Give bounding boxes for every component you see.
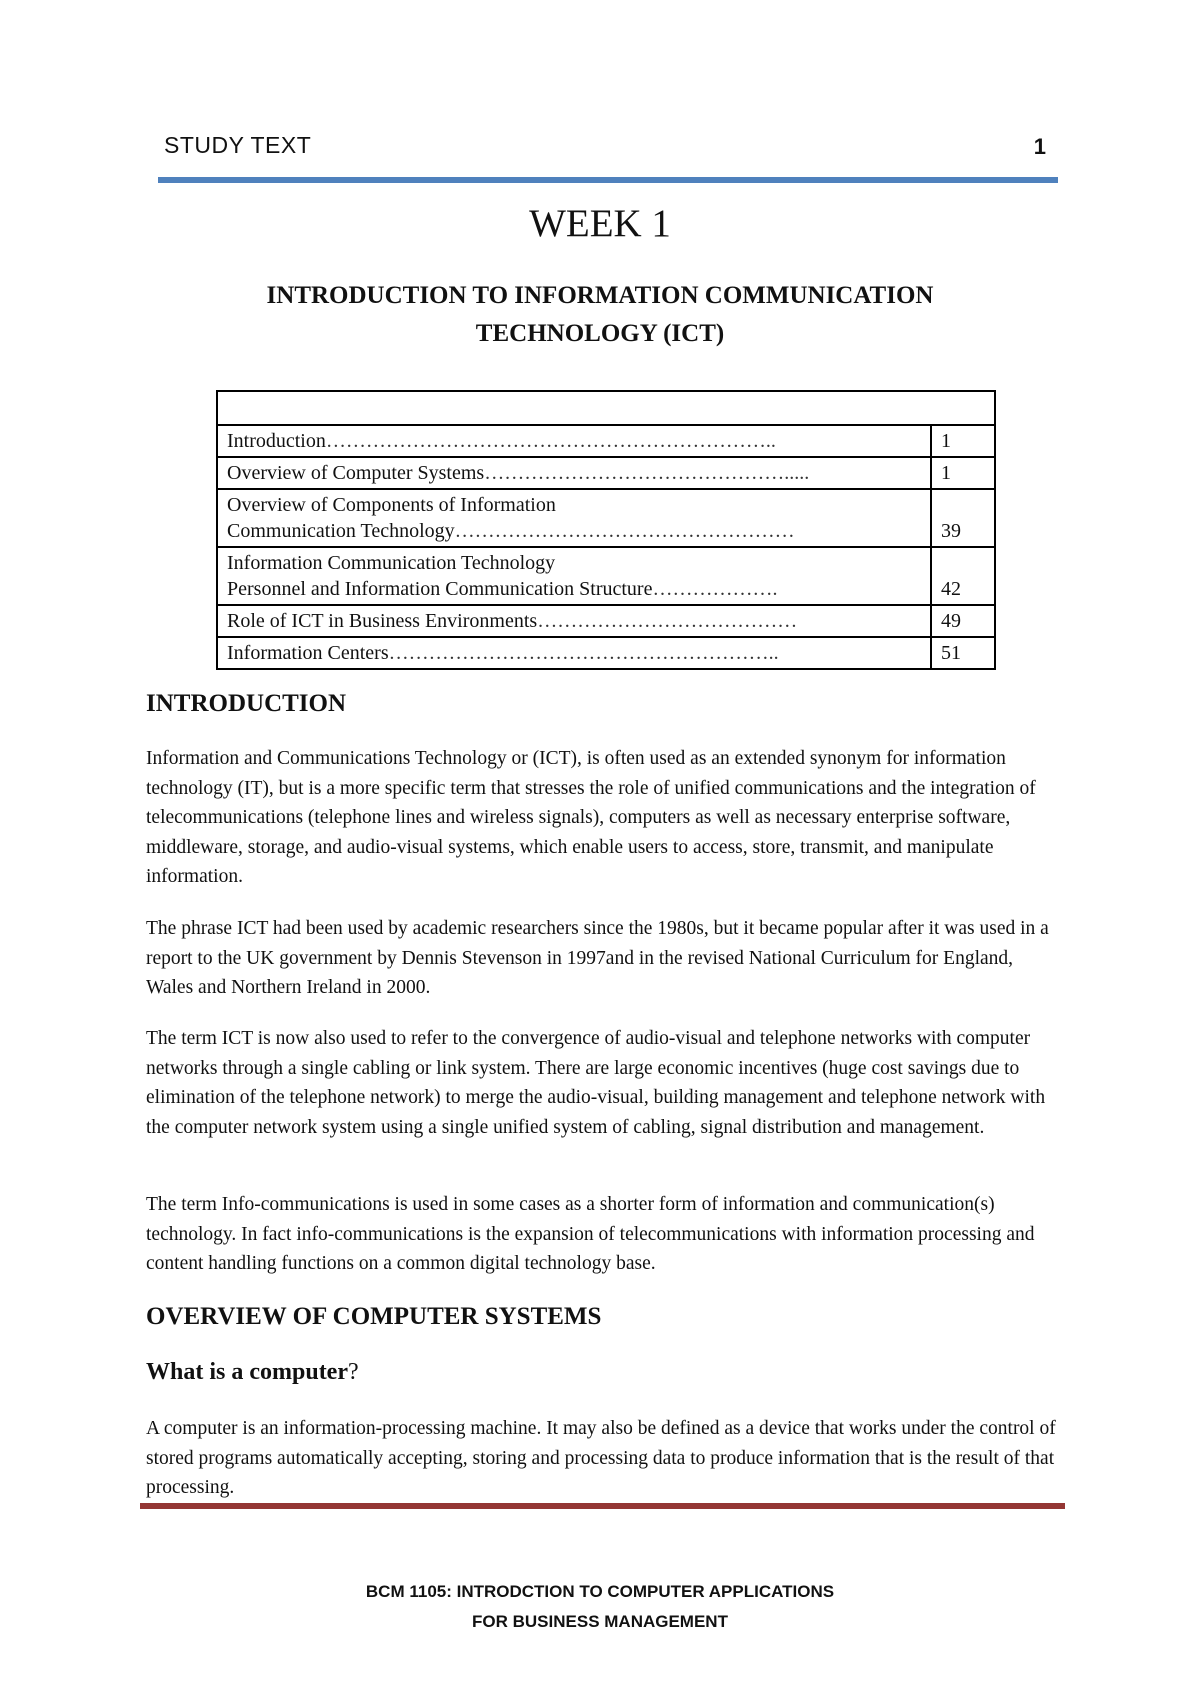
toc-page: 39 (931, 489, 995, 547)
header-rule (158, 177, 1058, 183)
toc-page: 42 (931, 547, 995, 605)
intro-paragraph-4: The term Info-communications is used in some cases as a shorter form of information and communication(s) technology. In fact info-communications is the expansion of telecommunications with information processing and content handling functions on a common digital technology base. (146, 1194, 1035, 1274)
page-header (158, 126, 1058, 166)
toc-row (217, 605, 995, 637)
toc-row (217, 457, 995, 489)
toc-entry (217, 457, 931, 489)
what-is-computer-heading (146, 1359, 359, 1386)
toc-row (217, 425, 995, 457)
toc-entry-text: Role of ICT in Business Environments (227, 610, 538, 632)
footer-line-1: BCM 1105: INTRODCTION TO COMPUTER APPLICATIONS (365, 1582, 835, 1601)
toc-leader-dots: …………………………………………… (454, 520, 795, 542)
overview-paragraph-1: A computer is an information-processing machine. It may also be defined as a device that works under the control of stored programs automatically accepting, storing and processing data to produce information that is the result of that processing. (146, 1418, 1056, 1498)
toc-entry-text: Overview of Components of Information (227, 494, 556, 516)
contents-header-cell (217, 391, 995, 425)
footer-rule (140, 1503, 1065, 1509)
toc-leader-dots: ………………………………………..... (484, 462, 810, 484)
intro-paragraph-3: The term ICT is now also used to refer to the convergence of audio-visual and telephone networks with computer networks through a single cabling or link system. There are large economic incentives (huge cost savings due to elimination of the telephone network) to merge the audio-visual, building management and telephone network with the computer network system using a single unified system of cabling, signal distribution and management. (146, 1028, 1046, 1138)
toc-entry (217, 547, 931, 605)
toc-page: 1 (931, 457, 995, 489)
subheading-text: What is a computer (146, 1359, 348, 1385)
toc-entry-text-line2: Personnel and Information Communication Structure (227, 578, 653, 600)
introduction-heading: INTRODUCTION (146, 690, 347, 717)
toc-row (217, 637, 995, 669)
toc-leader-dots: ………………………………………………….. (388, 642, 779, 664)
toc-row (217, 489, 995, 547)
toc-entry-text: Overview of Computer Systems (227, 462, 485, 484)
toc-leader-dots: ………………………………… (537, 610, 798, 632)
intro-paragraph-1: Information and Communications Technology or (ICT), is often used as an extended synonym for information technology (IT), but is a more specific term that stresses the role of unified communications and the integration of telecommunications (telephone lines and wireless signals), computers as well as necessary enterprise software, middleware, storage, and audio-visual systems, which enable users to access, store, transmit, and manipulate information. (146, 748, 1036, 887)
chapter-title (150, 277, 1050, 353)
footer-line-2: FOR BUSINESS MANAGEMENT (472, 1612, 728, 1631)
chapter-title-line1: INTRODUCTION TO INFORMATION COMMUNICATION (266, 282, 934, 309)
toc-entry-text: Information Centers (227, 642, 389, 664)
toc-entry (217, 605, 931, 637)
toc-entry-text: Introduction (227, 430, 326, 452)
toc-entry-text-line2: Communication Technology (227, 520, 455, 542)
page-number: 1 (1033, 134, 1046, 159)
toc-entry-text: Information Communication Technology (227, 552, 556, 574)
toc-leader-dots: ………………. (652, 578, 778, 600)
contents-table (216, 390, 996, 670)
page-footer (0, 1577, 1200, 1637)
contents-header-row (217, 391, 995, 425)
toc-entry (217, 489, 931, 547)
intro-paragraph-2: The phrase ICT had been used by academic researchers since the 1980s, but it became popular after it was used in a report to the UK government by Dennis Stevenson in 1997and in the revised National Curriculum for England, Wales and Northern Ireland in 2000. (146, 918, 1049, 998)
toc-entry (217, 637, 931, 669)
toc-entry (217, 425, 931, 457)
chapter-title-line2: TECHNOLOGY (ICT) (475, 320, 725, 347)
toc-page: 51 (931, 637, 995, 669)
overview-heading: OVERVIEW OF COMPUTER SYSTEMS (146, 1303, 602, 1330)
header-title: STUDY TEXT (164, 132, 312, 158)
subheading-question-mark: ? (347, 1359, 359, 1385)
week-label: WEEK 1 (529, 202, 671, 245)
toc-page: 49 (931, 605, 995, 637)
toc-page: 1 (931, 425, 995, 457)
toc-row (217, 547, 995, 605)
toc-leader-dots: ………………………………………………………….. (325, 430, 776, 452)
